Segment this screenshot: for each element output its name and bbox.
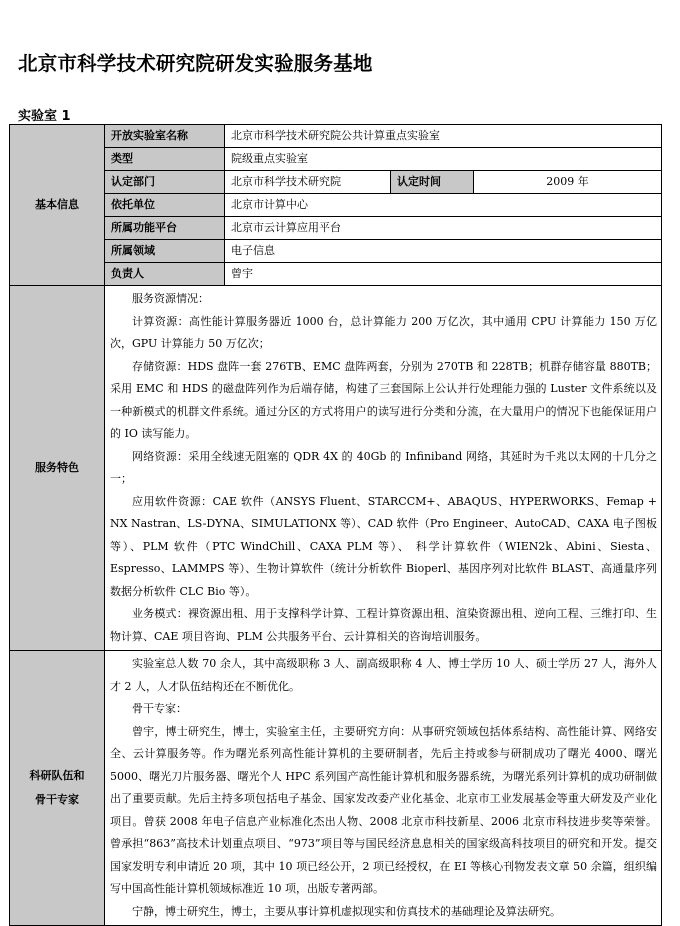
time-value: 2009 年: [474, 171, 662, 194]
type-label: 类型: [105, 148, 225, 171]
document-title: 北京市科学技术研究院研发实验服务基地: [18, 52, 373, 75]
row-team: [10, 651, 662, 926]
row-platform: [10, 217, 662, 240]
team-paragraph: 曾宇，博士研究生，博士，实验室主任，主要研究方向：从事研究领域包括体系结构、高性能计算、网络安全、云计算服务等。作为曙光系列高性能计算机的主要研制者，先后主持或参与研制成功了曙光 4000、曙光 5000、曙光刀片服务器、曙光个人 HPC 系列国产高性能计算机和服务器系统，为曙光系列计算机的成功研制做出了重要贡献。先后主持多项包括电子基金、国家发改委产业化基金、北京市工业发展基金等重大研发及产业化项目。曾获 2008 年电子信息产业标准化杰出人物、2008 北京市科技新星、2006 北京市科技进步奖等荣誉。曾承担“863”高技术计划重点项目、“973”项目等与国民经济息息相关的国家级高科技项目的研究和开发。提交国家发明专利申请近 20 项，其中 10 项已经公开，2 项已经授权，在 EI 等核心刊物发表文章 50 余篇，组织编写中国高性能计算机领域标准近 10 项，出版专著两部。: [110, 724, 657, 895]
owner-value: 曾宇: [225, 263, 662, 286]
service-paragraph: 应用软件资源：CAE 软件（ANSYS Fluent、STARCCM+、ABAQUS、HYPERWORKS、Femap + NX Nastran、LS-DYNA、SIMULATIONX 等）、CAD 软件（Pro Engineer、AutoCAD、CAXA 电子图板等）、PLM 软件（PTC WindChill、CAXA PLM 等）、 科学计算软件（WIEN2k、Abini、Siesta、Espresso、LAMMPS 等）、生物计算软件（统计分析软件 Bioperl、基因序列对比软件 BLAST、高通量序列数据分析软件 CLC Bio 等）。: [110, 494, 657, 598]
row-type: [10, 148, 662, 171]
platform-value: 北京市云计算应用平台: [225, 217, 662, 240]
team-paragraph: 宁静，博士研究生，博士，主要从事计算机虚拟现实和仿真技术的基础理论及算法研究。: [132, 904, 561, 918]
unit-label: 依托单位: [105, 194, 225, 217]
team-paragraph: 实验室总人数 70 余人，其中高级职称 3 人、副高级职称 4 人、博士学历 10 人、硕士学历 27 人，海外人才 2 人，人才队伍结构还在不断优化。: [110, 657, 657, 693]
team-label-line1: 科研队伍和: [29, 769, 85, 782]
team-text: [105, 651, 662, 926]
section-service: 服务特色: [10, 286, 105, 651]
service-paragraph: 业务模式：裸资源出租、用于支撑科学计算、工程计算资源出租、渲染资源出租、逆向工程、三维打印、生物计算、CAE 项目咨询、PLM 公共服务平台、云计算相关的咨询培训服务。: [110, 607, 657, 643]
field-value: 电子信息: [225, 240, 662, 263]
row-owner: [10, 263, 662, 286]
lab-name-value: 北京市科学技术研究院公共计算重点实验室: [225, 125, 662, 148]
type-value: 院级重点实验室: [225, 148, 662, 171]
row-dept: [10, 171, 662, 194]
service-text: [105, 286, 662, 651]
service-paragraph: 服务资源情况：: [132, 292, 209, 305]
field-label: 所属领域: [105, 240, 225, 263]
dept-label: 认定部门: [105, 171, 225, 194]
team-paragraph: 骨干专家：: [132, 702, 187, 715]
time-label: 认定时间: [391, 171, 474, 194]
lab-heading: 实验室 1: [18, 109, 71, 124]
service-paragraph: 网络资源：采用全线速无阻塞的 QDR 4X 的 40Gb 的 Infiniband 网络，其延时为千兆以太网的十几分之一；: [110, 449, 657, 485]
lab-name-label: 开放实验室名称: [105, 125, 225, 148]
service-paragraph: 存储资源：HDS 盘阵一套 276TB、EMC 盘阵两套，分别为 270TB 和 228TB；机群存储容量 880TB；采用 EMC 和 HDS 的磁盘阵列作为后端存储，构建了三套国际上公认并行处理能力强的 Luster 文件系统以及一种新模式的机群文件系统。通过分区的方式将用户的读写进行分类和分流，在大量用户的情况下也能保证用户的 IO 读写能力。: [110, 359, 657, 440]
section-team: [10, 651, 105, 926]
unit-value: 北京市计算中心: [225, 194, 662, 217]
row-field: [10, 240, 662, 263]
row-unit: [10, 194, 662, 217]
dept-value: 北京市科学技术研究院: [225, 171, 391, 194]
section-basic-info: 基本信息: [10, 125, 105, 286]
team-label-line2: 骨干专家: [35, 793, 79, 806]
row-lab-name: [10, 125, 662, 148]
owner-label: 负责人: [105, 263, 225, 286]
row-service: [10, 286, 662, 651]
service-paragraph: 计算资源：高性能计算服务器近 1000 台，总计算能力 200 万亿次，其中通用 CPU 计算能力 150 万亿次，GPU 计算能力 50 万亿次；: [110, 314, 657, 350]
platform-label: 所属功能平台: [105, 217, 225, 240]
lab-info-table: [9, 124, 662, 926]
